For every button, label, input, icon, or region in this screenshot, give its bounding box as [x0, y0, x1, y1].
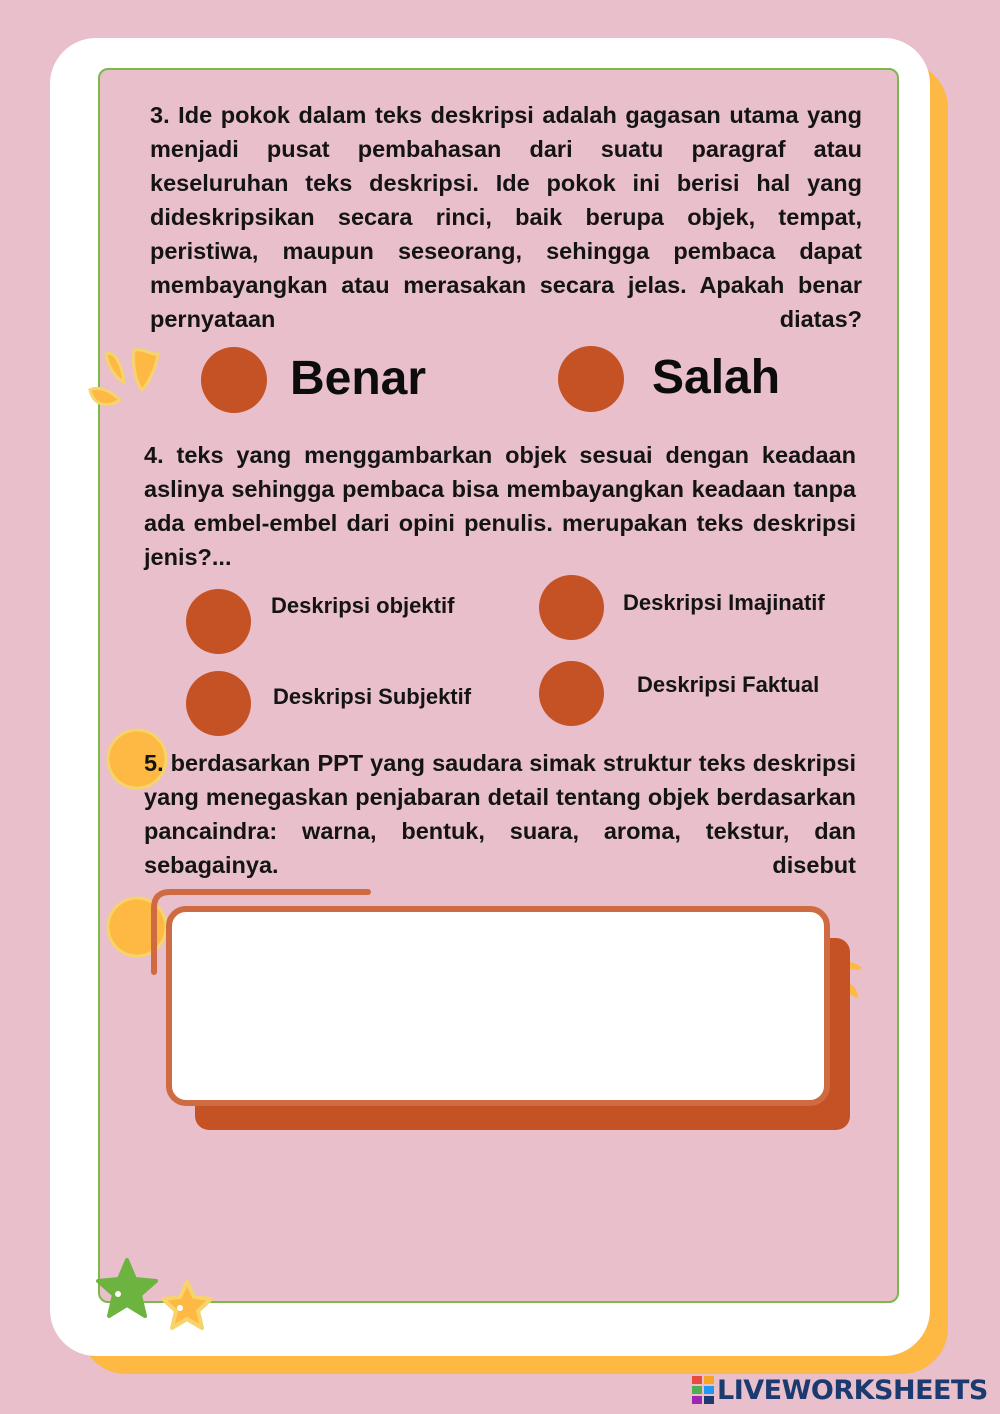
sparkle-icon — [84, 346, 164, 412]
question-4-text: 4. teks yang menggambarkan objek sesuai dengan keadaan aslinya sehingga pembaca bisa membayangkan keadaan tanpa ada embel-embel dari opini penulis. merupakan teks deskripsi jenis?... — [144, 442, 856, 570]
star-icon — [158, 1278, 216, 1334]
liveworksheets-logo-icon — [692, 1376, 714, 1404]
option-subjektif-label: Deskripsi Subjektif — [273, 684, 472, 709]
answer-5-input[interactable] — [166, 906, 830, 1106]
option-salah-label: Salah — [652, 351, 781, 404]
question-5-text: 5. berdasarkan PPT yang saudara simak struktur teks deskripsi yang menegaskan penjabaran detail tentang objek berdasarkan pancaindra: warna, bentuk, suara, aroma, tekstur, dan sebagainya. disebut — [144, 750, 856, 878]
liveworksheets-logo — [692, 1373, 988, 1407]
option-benar-label: Benar — [290, 352, 427, 405]
option-objektif-radio[interactable] — [186, 589, 251, 654]
option-faktual-label: Deskripsi Faktual — [637, 672, 820, 697]
option-salah-radio[interactable] — [558, 346, 624, 412]
option-faktual-radio[interactable] — [539, 661, 604, 726]
star-icon — [94, 1256, 160, 1322]
option-objektif-label: Deskripsi objektif — [271, 593, 455, 618]
liveworksheets-logo-text: LIVEWORKSHEETS — [717, 1374, 988, 1406]
option-benar-radio[interactable] — [201, 347, 267, 413]
option-imajinatif-radio[interactable] — [539, 575, 604, 640]
option-subjektif-radio[interactable] — [186, 671, 251, 736]
option-imajinatif-label: Deskripsi Imajinatif — [623, 590, 825, 615]
question-3-text: 3. Ide pokok dalam teks deskripsi adalah gagasan utama yang menjadi pusat pembahasan dari suatu paragraf atau keseluruhan teks deskripsi. Ide pokok ini berisi hal yang dideskripsikan secara rinci, baik berupa objek, tempat, peristiwa, maupun seseorang, sehingga pembaca dapat membayangkan atau merasakan secara jelas. Apakah benar pernyataan diatas? — [150, 102, 862, 332]
